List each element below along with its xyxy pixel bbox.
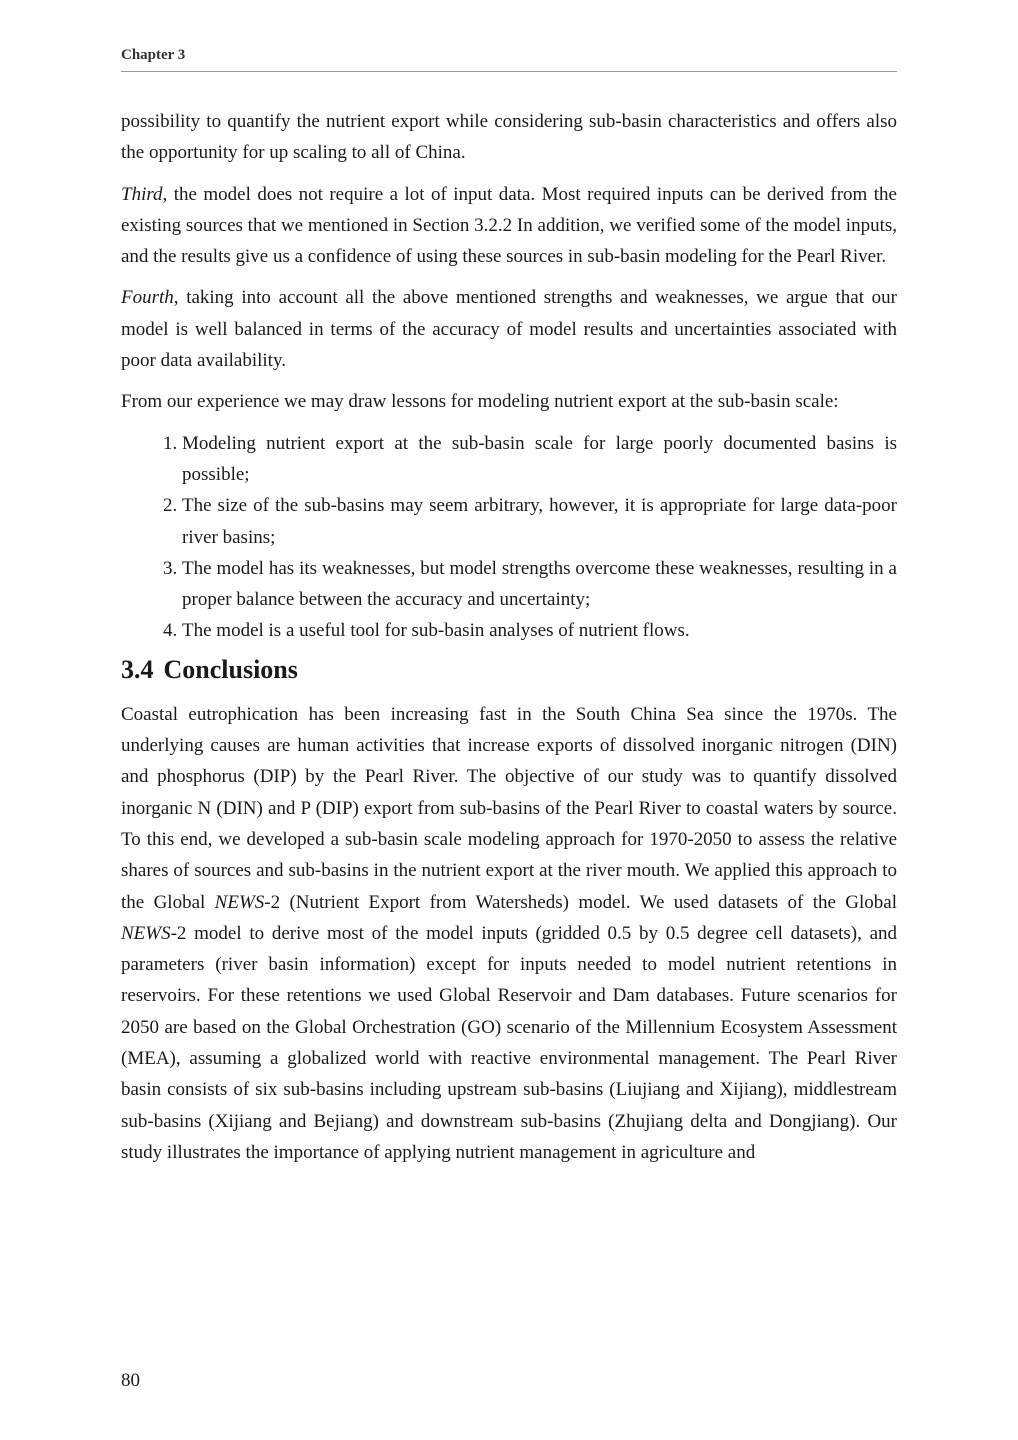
section-title: Conclusions <box>163 654 298 684</box>
paragraph <box>121 386 897 417</box>
paragraph-text: -2 model to derive most of the model inputs (gridded 0.5 by 0.5 degree cell datasets), and parameters (river basin information) except for inputs needed to model nutrient retentions in reservoirs. For these retentions we used Global Reservoir and Dam databases. Future scenarios for 2050 are based on the Global Orchestration (GO) scenario of the Millennium Ecosystem Assessment (MEA), assuming a globalized world with reactive environmental management. The Pearl River basin consists of six sub-basins including upstream sub-basins (Liujiang and Xijiang), middlestream sub-basins (Xijiang and Bejiang) and downstream sub-basins (Zhujiang delta and Dongjiang). Our study illustrates the importance of applying nutrient management in agriculture and <box>121 922 897 1163</box>
paragraph-text: -2 (Nutrient Export from Watersheds) model. We used datasets of the Global <box>264 891 897 913</box>
body-content <box>121 106 897 1178</box>
lessons-list <box>121 428 897 647</box>
model-name: NEWS <box>121 922 171 944</box>
running-header: Chapter 3 <box>121 47 186 63</box>
paragraph-lead: Third <box>121 183 163 205</box>
header-divider <box>121 71 897 72</box>
paragraph <box>121 179 897 273</box>
conclusion-paragraph <box>121 699 897 1168</box>
paragraph-text: From our experience we may draw lessons for modeling nutrient export at the sub-basin scale: <box>121 391 839 413</box>
paragraph-text: , taking into account all the above mentioned strengths and weaknesses, we argue that our model is well balanced in terms of the accuracy of model results and uncertainties associated with poor data availability. <box>121 287 897 372</box>
section-heading <box>121 653 897 687</box>
section-number: 3.4 <box>121 654 154 684</box>
paragraph <box>121 106 897 169</box>
list-item: 4. The model is a useful tool for sub-basin analyses of nutrient flows. <box>182 615 897 646</box>
list-item: 1. Modeling nutrient export at the sub-basin scale for large poorly documented basins is possible; <box>182 428 897 491</box>
paragraph-text: possibility to quantify the nutrient export while considering sub-basin characteristics and offers also the opportunity for up scaling to all of China. <box>121 111 897 164</box>
model-name: NEWS <box>214 891 265 913</box>
list-item: 2. The size of the sub-basins may seem arbitrary, however, it is appropriate for large data-poor river basins; <box>182 490 897 553</box>
page-number: 80 <box>121 1370 140 1391</box>
list-item: 3. The model has its weaknesses, but model strengths overcome these weaknesses, resulting in a proper balance between the accuracy and uncertainty; <box>182 553 897 616</box>
paragraph-lead: Fourth <box>121 287 174 309</box>
paragraph <box>121 282 897 376</box>
paragraph-text: Coastal eutrophication has been increasing fast in the South China Sea since the 1970s. The underlying causes are human activities that increase exports of dissolved inorganic nitrogen (DIN) and phosphorus (DIP) by the Pearl River. The objective of our study was to quantify dissolved inorganic N (DIN) and P (DIP) export from sub-basins of the Pearl River to coastal waters by source. To this end, we developed a sub-basin scale modeling approach for 1970-2050 to assess the relative shares of sources and sub-basins in the nutrient export at the river mouth. We applied this approach to the Global <box>121 703 897 913</box>
paragraph-text: , the model does not require a lot of input data. Most required inputs can be derived from the existing sources that we mentioned in Section 3.2.2 In addition, we verified some of the model inputs, and the results give us a confidence of using these sources in sub-basin modeling for the Pearl River. <box>121 183 897 268</box>
